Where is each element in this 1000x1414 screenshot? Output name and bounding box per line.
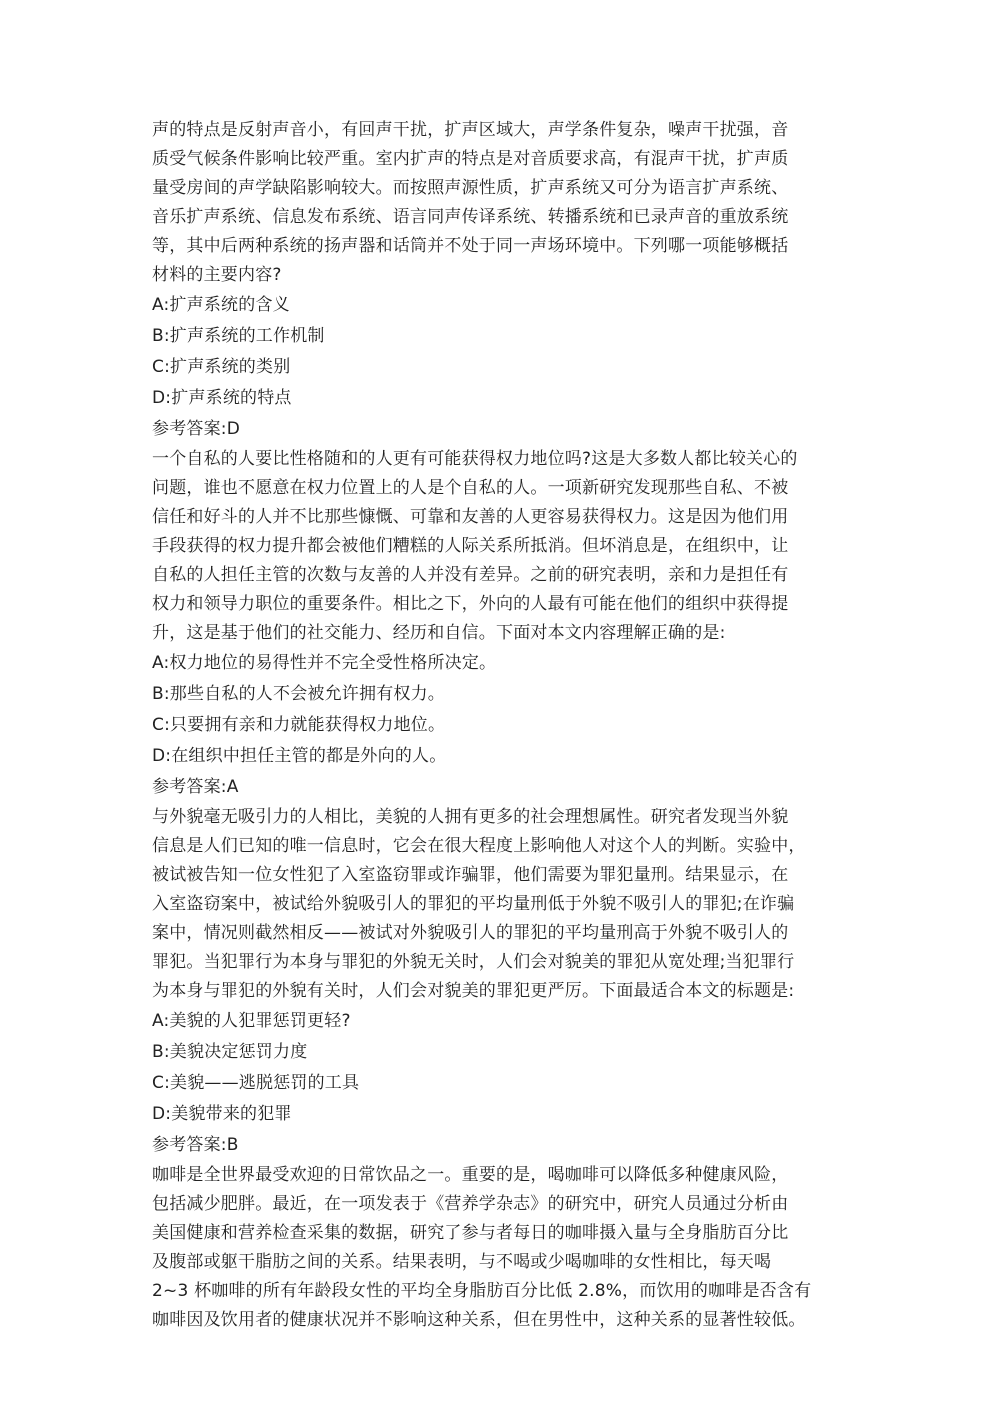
question-2 (152, 445, 852, 803)
question-1-answer: 参考答案:D (152, 419, 241, 439)
question-3-option-d: D:美貌带来的犯罪 (152, 1104, 292, 1124)
question-3-text: 与外貌毫无吸引力的人相比，美貌的人拥有更多的社会理想属性。研究者发现当外貌 信息是人们已知的唯一信息时，它会在很大程度上影响他人对这个人的判断。实验中， 被试被告知一位女性犯了入室盗窃罪或诈骗罪，他们需要为罪犯量刑。结果显示，在 入室盗窃案中，被试给外貌吸引人的罪犯的平均量刑低于外貌不吸引人的罪犯;在诈骗 案中，情况则截然相反——被试对外貌吸引人的罪犯的平均量刑高于外貌不吸引人的 罪犯。当犯罪行为本身与罪犯的外貌无关时，人们会对貌美的罪犯从宽处理;当犯罪行 为本身与罪犯的外貌有关时，人们会对貌美的罪犯更严厉。下面最适合本文的标题是: (152, 807, 806, 1001)
question-1-text: 声的特点是反射声音小，有回声干扰，扩声区域大，声学条件复杂，噪声干扰强，音 质受气候条件影响比较严重。室内扩声的特点是对音质要求高，有混声干扰，扩声质 量受房间的声学缺陷影响较大。而按照声源性质，扩声系统又可分为语言扩声系统、 音乐扩声系统、信息发布系统、语言同声传译系统、转播系统和已录声音的重放系统 等，其中后两种系统的扬声器和话筒并不处于同一声场环境中。下列哪一项能够概括 材料的主要内容? (152, 120, 789, 285)
document-page (152, 116, 852, 1335)
question-3-option-a: A:美貌的人犯罪惩罚更轻? (152, 1011, 351, 1031)
question-1 (152, 116, 852, 445)
question-2-answer: 参考答案:A (152, 777, 239, 797)
question-1-option-c: C:扩声系统的类别 (152, 357, 291, 377)
question-4 (152, 1161, 852, 1335)
question-4-text: 咖啡是全世界最受欢迎的日常饮品之一。重要的是，喝咖啡可以降低多种健康风险， 包括减少肥胖。最近，在一项发表于《营养学杂志》的研究中，研究人员通过分析由 美国健康和营养检查采集的数据，研究了参与者每日的咖啡摄入量与全身脂肪百分比 及腹部或躯干脂肪之间的关系。结果表明，与不喝或少喝咖啡的女性相比，每天喝 2~3 杯咖啡的所有年龄段女性的平均全身脂肪百分比低 2.8%，而饮用的咖啡是否含有 咖啡因及饮用者的健康状况并不影响这种关系，但在男性中，这种关系的显著性较低。 (152, 1165, 812, 1330)
question-3 (152, 803, 852, 1161)
question-2-option-c: C:只要拥有亲和力就能获得权力地位。 (152, 715, 446, 735)
question-1-option-a: A:扩声系统的含义 (152, 295, 290, 315)
question-1-option-b: B:扩声系统的工作机制 (152, 326, 325, 346)
question-3-option-c: C:美貌——逃脱惩罚的工具 (152, 1073, 360, 1093)
question-1-option-d: D:扩声系统的特点 (152, 388, 292, 408)
question-3-option-b: B:美貌决定惩罚力度 (152, 1042, 308, 1062)
question-2-text: 一个自私的人要比性格随和的人更有可能获得权力地位吗?这是大多数人都比较关心的 问题，谁也不愿意在权力位置上的人是个自私的人。一项新研究发现那些自私、不被 信任和好斗的人并不比那些慷慨、可靠和友善的人更容易获得权力。这是因为他们用 手段获得的权力提升都会被他们糟糕的人际关系所抵消。但坏消息是，在组织中，让 自私的人担任主管的次数与友善的人并没有差异。之前的研究表明，亲和力是担任有 权力和领导力职位的重要条件。相比之下，外向的人最有可能在他们的组织中获得提 升，这是基于他们的社交能力、经历和自信。下面对本文内容理解正确的是: (152, 449, 798, 643)
question-2-option-a: A:权力地位的易得性并不完全受性格所决定。 (152, 653, 497, 673)
question-2-option-b: B:那些自私的人不会被允许拥有权力。 (152, 684, 445, 704)
question-2-option-d: D:在组织中担任主管的都是外向的人。 (152, 746, 447, 766)
question-3-answer: 参考答案:B (152, 1135, 239, 1155)
